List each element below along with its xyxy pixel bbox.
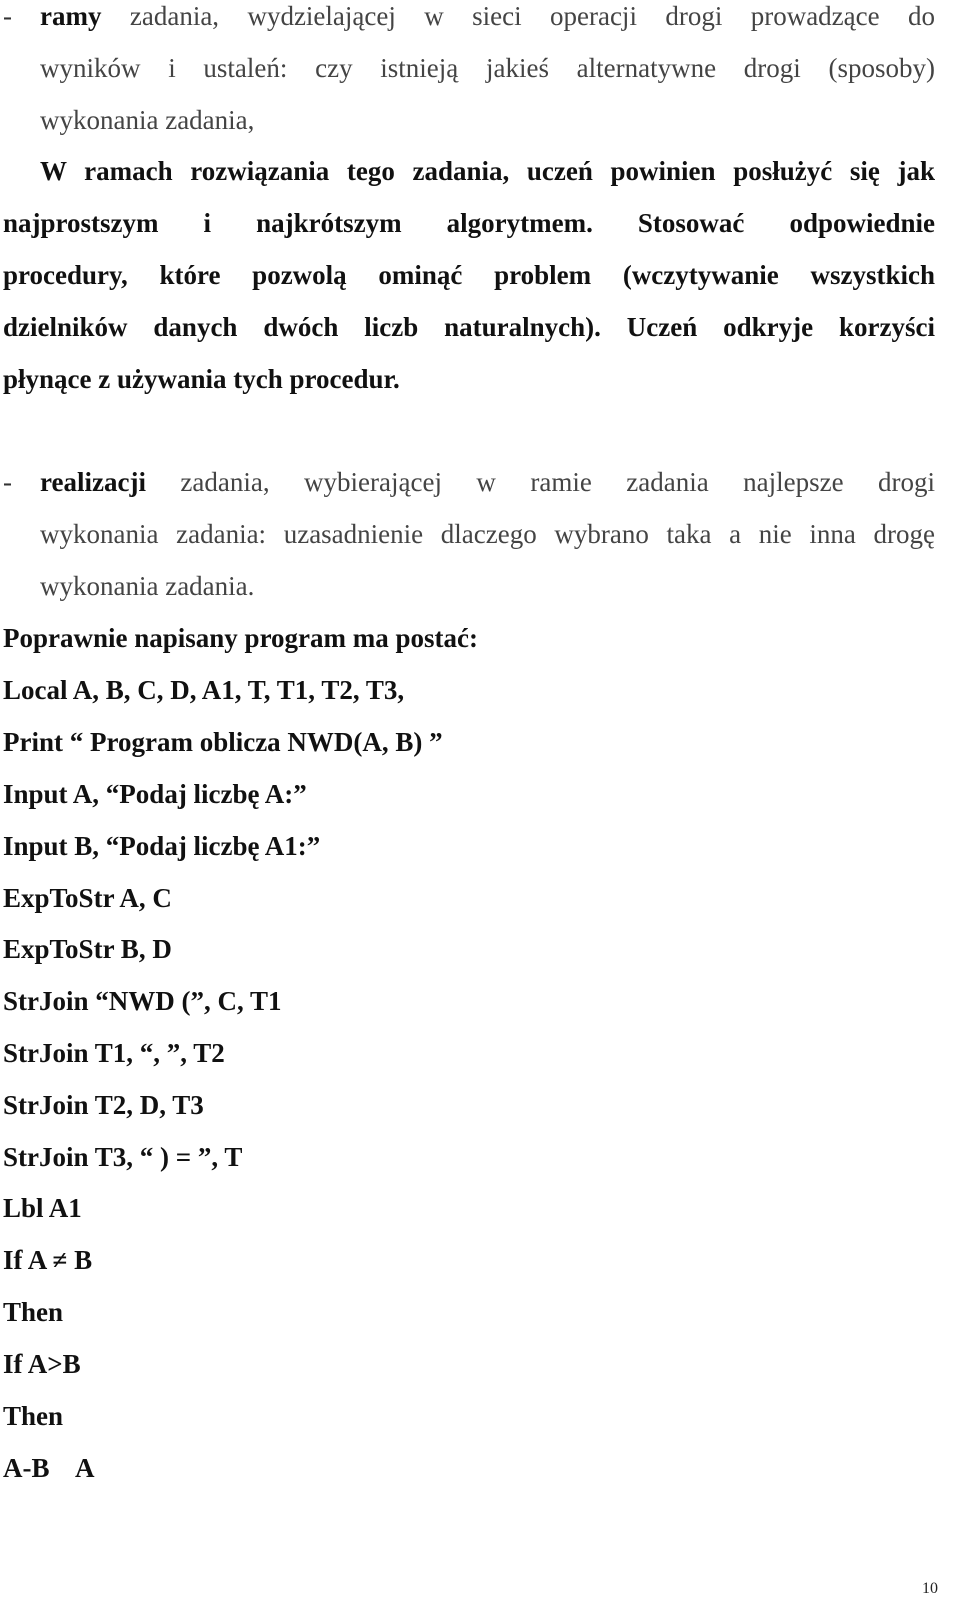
program-line: Input B, “Podaj liczbę A1:” xyxy=(3,831,321,861)
program-line: Then xyxy=(3,1297,64,1327)
ramy-line-1 xyxy=(40,0,935,32)
keyword-realizacji: realizacji xyxy=(40,467,146,497)
program-line: A-B A xyxy=(3,1453,95,1483)
program-line: Lbl A1 xyxy=(3,1193,82,1223)
program-line: Local A, B, C, D, A1, T, T1, T2, T3, xyxy=(3,675,405,705)
realizacji-line-1-text: zadania, wybierającej w ramie zadania najlepsze drogi xyxy=(180,467,936,497)
page-number: 10 xyxy=(922,1580,938,1597)
program-line: ExpToStr B, D xyxy=(3,934,172,964)
program-line: If A ≠ B xyxy=(3,1245,93,1275)
ramy-bold-line-5: płynące z używania tych procedur. xyxy=(3,364,400,394)
program-line: ExpToStr A, C xyxy=(3,883,172,913)
ramy-bold-line-4: dzielników danych dwóch liczb naturalnych). Uczeń odkryje korzyści xyxy=(3,312,935,342)
program-line: Print “ Program oblicza NWD(A, B) ” xyxy=(3,727,443,757)
program-line: StrJoin T1, “, ”, T2 xyxy=(3,1038,225,1068)
list-dash: - xyxy=(3,1,12,31)
program-intro: Poprawnie napisany program ma postać: xyxy=(3,623,479,653)
realizacji-line-1 xyxy=(40,466,935,498)
realizacji-line-2: wykonania zadania: uzasadnienie dlaczego wybrano taka a nie inna drogę xyxy=(40,519,935,549)
ramy-bold-line-2: najprostszym i najkrótszym algorytmem. Stosować odpowiednie xyxy=(3,208,935,238)
list-dash: - xyxy=(3,467,12,497)
program-line: StrJoin “NWD (”, C, T1 xyxy=(3,986,282,1016)
program-line: If A>B xyxy=(3,1349,81,1379)
ramy-line-3: wykonania zadania, xyxy=(40,105,255,135)
program-line: Then xyxy=(3,1401,64,1431)
realizacji-line-3: wykonania zadania. xyxy=(40,571,255,601)
keyword-ramy: ramy xyxy=(40,1,102,31)
program-line: StrJoin T2, D, T3 xyxy=(3,1090,204,1120)
ramy-line-1-text: zadania, wydzielającej w sieci operacji drogi prowadzące do xyxy=(129,1,936,31)
ramy-bold-line-1: W ramach rozwiązania tego zadania, uczeń powinien posłużyć się jak xyxy=(40,156,935,186)
ramy-line-2: wyników i ustaleń: czy istnieją jakieś alternatywne drogi (sposoby) xyxy=(40,53,935,83)
program-line: StrJoin T3, “ ) = ”, T xyxy=(3,1142,243,1172)
program-line: Input A, “Podaj liczbę A:” xyxy=(3,779,307,809)
ramy-bold-line-3: procedury, które pozwolą ominąć problem (wczytywanie wszystkich xyxy=(3,260,935,290)
